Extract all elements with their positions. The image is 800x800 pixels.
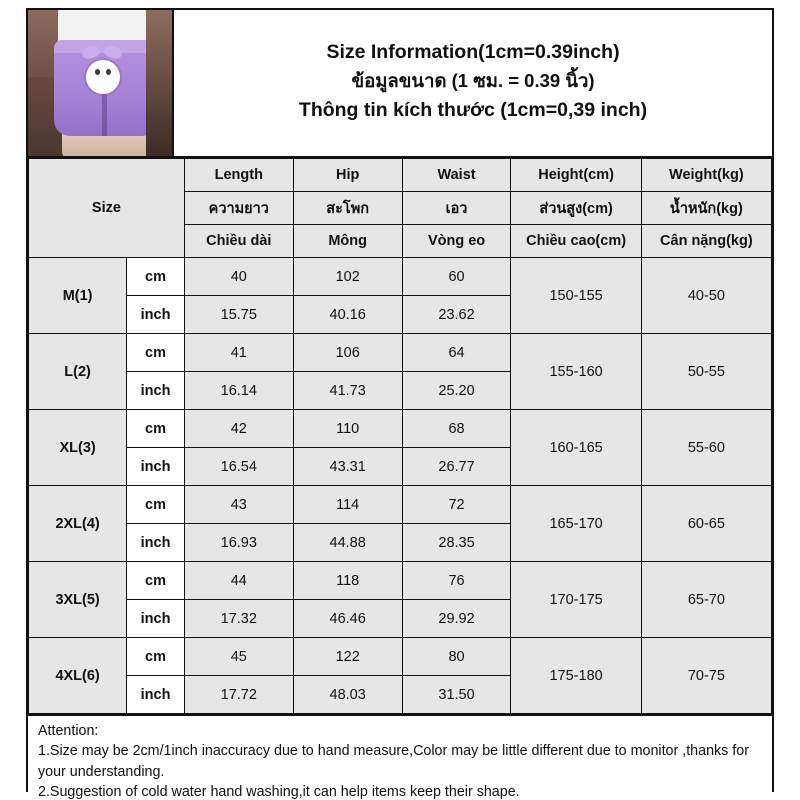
product-photo (28, 10, 174, 156)
chart-header (28, 10, 772, 158)
photo-right-edge (146, 10, 172, 156)
row-size-label: 3XL(5) (29, 562, 127, 638)
cell-hip-cm: 110 (293, 410, 402, 448)
cell-waist-inch: 31.50 (402, 676, 511, 714)
cell-hip-cm: 118 (293, 562, 402, 600)
cell-waist-inch: 29.92 (402, 600, 511, 638)
cell-hip-inch: 43.31 (293, 448, 402, 486)
col-header-waist-en: Waist (402, 159, 511, 192)
cell-weight: 60-65 (641, 486, 771, 562)
row-unit-inch: inch (127, 372, 185, 410)
cell-length-inch: 15.75 (184, 296, 293, 334)
table-row (29, 638, 772, 676)
attention-heading: Attention: (38, 723, 99, 739)
size-chart-card (26, 8, 774, 800)
title-english: Size Information(1cm=0.39inch) (326, 40, 620, 63)
cell-height: 175-180 (511, 638, 641, 714)
row-unit-inch: inch (127, 448, 185, 486)
cell-length-cm: 45 (184, 638, 293, 676)
row-unit-cm: cm (127, 486, 185, 524)
cell-length-inch: 16.14 (184, 372, 293, 410)
cell-waist-inch: 23.62 (402, 296, 511, 334)
cell-hip-inch: 40.16 (293, 296, 402, 334)
col-header-hip-vi: Mông (293, 225, 402, 258)
row-unit-cm: cm (127, 638, 185, 676)
col-header-weight-th: น้ำหนัก(kg) (641, 192, 771, 225)
row-unit-cm: cm (127, 410, 185, 448)
row-unit-inch: inch (127, 600, 185, 638)
cell-length-inch: 17.32 (184, 600, 293, 638)
cell-waist-inch: 28.35 (402, 524, 511, 562)
cell-hip-inch: 48.03 (293, 676, 402, 714)
table-row (29, 410, 772, 448)
col-header-waist-th: เอว (402, 192, 511, 225)
row-unit-inch: inch (127, 676, 185, 714)
cell-length-cm: 44 (184, 562, 293, 600)
cell-height: 150-155 (511, 258, 641, 334)
col-header-length-th: ความยาว (184, 192, 293, 225)
cell-height: 170-175 (511, 562, 641, 638)
row-size-label: 4XL(6) (29, 638, 127, 714)
col-header-weight-en: Weight(kg) (641, 159, 771, 192)
cell-length-cm: 40 (184, 258, 293, 296)
cell-hip-inch: 41.73 (293, 372, 402, 410)
cell-hip-cm: 114 (293, 486, 402, 524)
cell-weight: 55-60 (641, 410, 771, 486)
cell-height: 165-170 (511, 486, 641, 562)
cell-waist-cm: 64 (402, 334, 511, 372)
col-header-height-en: Height(cm) (511, 159, 641, 192)
cell-height: 160-165 (511, 410, 641, 486)
title-thai: ข้อมูลขนาด (1 ซม. = 0.39 นิ้ว) (351, 70, 595, 92)
cell-hip-cm: 122 (293, 638, 402, 676)
row-size-label: 2XL(4) (29, 486, 127, 562)
cell-waist-cm: 72 (402, 486, 511, 524)
row-unit-inch: inch (127, 296, 185, 334)
title-block (174, 10, 772, 156)
cell-hip-cm: 102 (293, 258, 402, 296)
table-header-row-en (29, 159, 772, 192)
table-row (29, 334, 772, 372)
cell-hip-cm: 106 (293, 334, 402, 372)
col-header-hip-th: สะโพก (293, 192, 402, 225)
cell-waist-cm: 60 (402, 258, 511, 296)
cell-weight: 65-70 (641, 562, 771, 638)
cell-waist-cm: 76 (402, 562, 511, 600)
cell-waist-inch: 26.77 (402, 448, 511, 486)
col-header-hip-en: Hip (293, 159, 402, 192)
cell-length-cm: 43 (184, 486, 293, 524)
photo-cat-patch (86, 60, 120, 94)
cell-height: 155-160 (511, 334, 641, 410)
attention-line-2: 2.Suggestion of cold water hand washing,it can help items keep their shape. (38, 783, 520, 800)
row-size-label: M(1) (29, 258, 127, 334)
row-unit-cm: cm (127, 258, 185, 296)
row-size-label: XL(3) (29, 410, 127, 486)
col-header-length-en: Length (184, 159, 293, 192)
table-row (29, 562, 772, 600)
col-header-height-th: ส่วนสูง(cm) (511, 192, 641, 225)
row-unit-cm: cm (127, 334, 185, 372)
attention-block (28, 714, 772, 800)
title-vietnamese: Thông tin kích thước (1cm=0,39 inch) (298, 98, 648, 121)
size-header-cell: Size (29, 159, 185, 258)
col-header-height-vi: Chiều cao(cm) (511, 225, 641, 258)
col-header-waist-vi: Vòng eo (402, 225, 511, 258)
cell-weight: 40-50 (641, 258, 771, 334)
cell-hip-inch: 44.88 (293, 524, 402, 562)
col-header-length-vi: Chiều dài (184, 225, 293, 258)
table-row (29, 486, 772, 524)
attention-line-1: 1.Size may be 2cm/1inch inaccuracy due to hand measure,Color may be little different due to monitor ,thanks for your understanding. (38, 743, 749, 780)
cell-length-inch: 16.93 (184, 524, 293, 562)
row-unit-inch: inch (127, 524, 185, 562)
cell-length-inch: 17.72 (184, 676, 293, 714)
cell-length-inch: 16.54 (184, 448, 293, 486)
table-row (29, 258, 772, 296)
cell-length-cm: 42 (184, 410, 293, 448)
cell-hip-inch: 46.46 (293, 600, 402, 638)
col-header-weight-vi: Cân nặng(kg) (641, 225, 771, 258)
size-table (28, 158, 772, 714)
cell-waist-cm: 80 (402, 638, 511, 676)
cell-weight: 50-55 (641, 334, 771, 410)
cell-waist-inch: 25.20 (402, 372, 511, 410)
cell-length-cm: 41 (184, 334, 293, 372)
row-size-label: L(2) (29, 334, 127, 410)
cell-waist-cm: 68 (402, 410, 511, 448)
cell-weight: 70-75 (641, 638, 771, 714)
row-unit-cm: cm (127, 562, 185, 600)
